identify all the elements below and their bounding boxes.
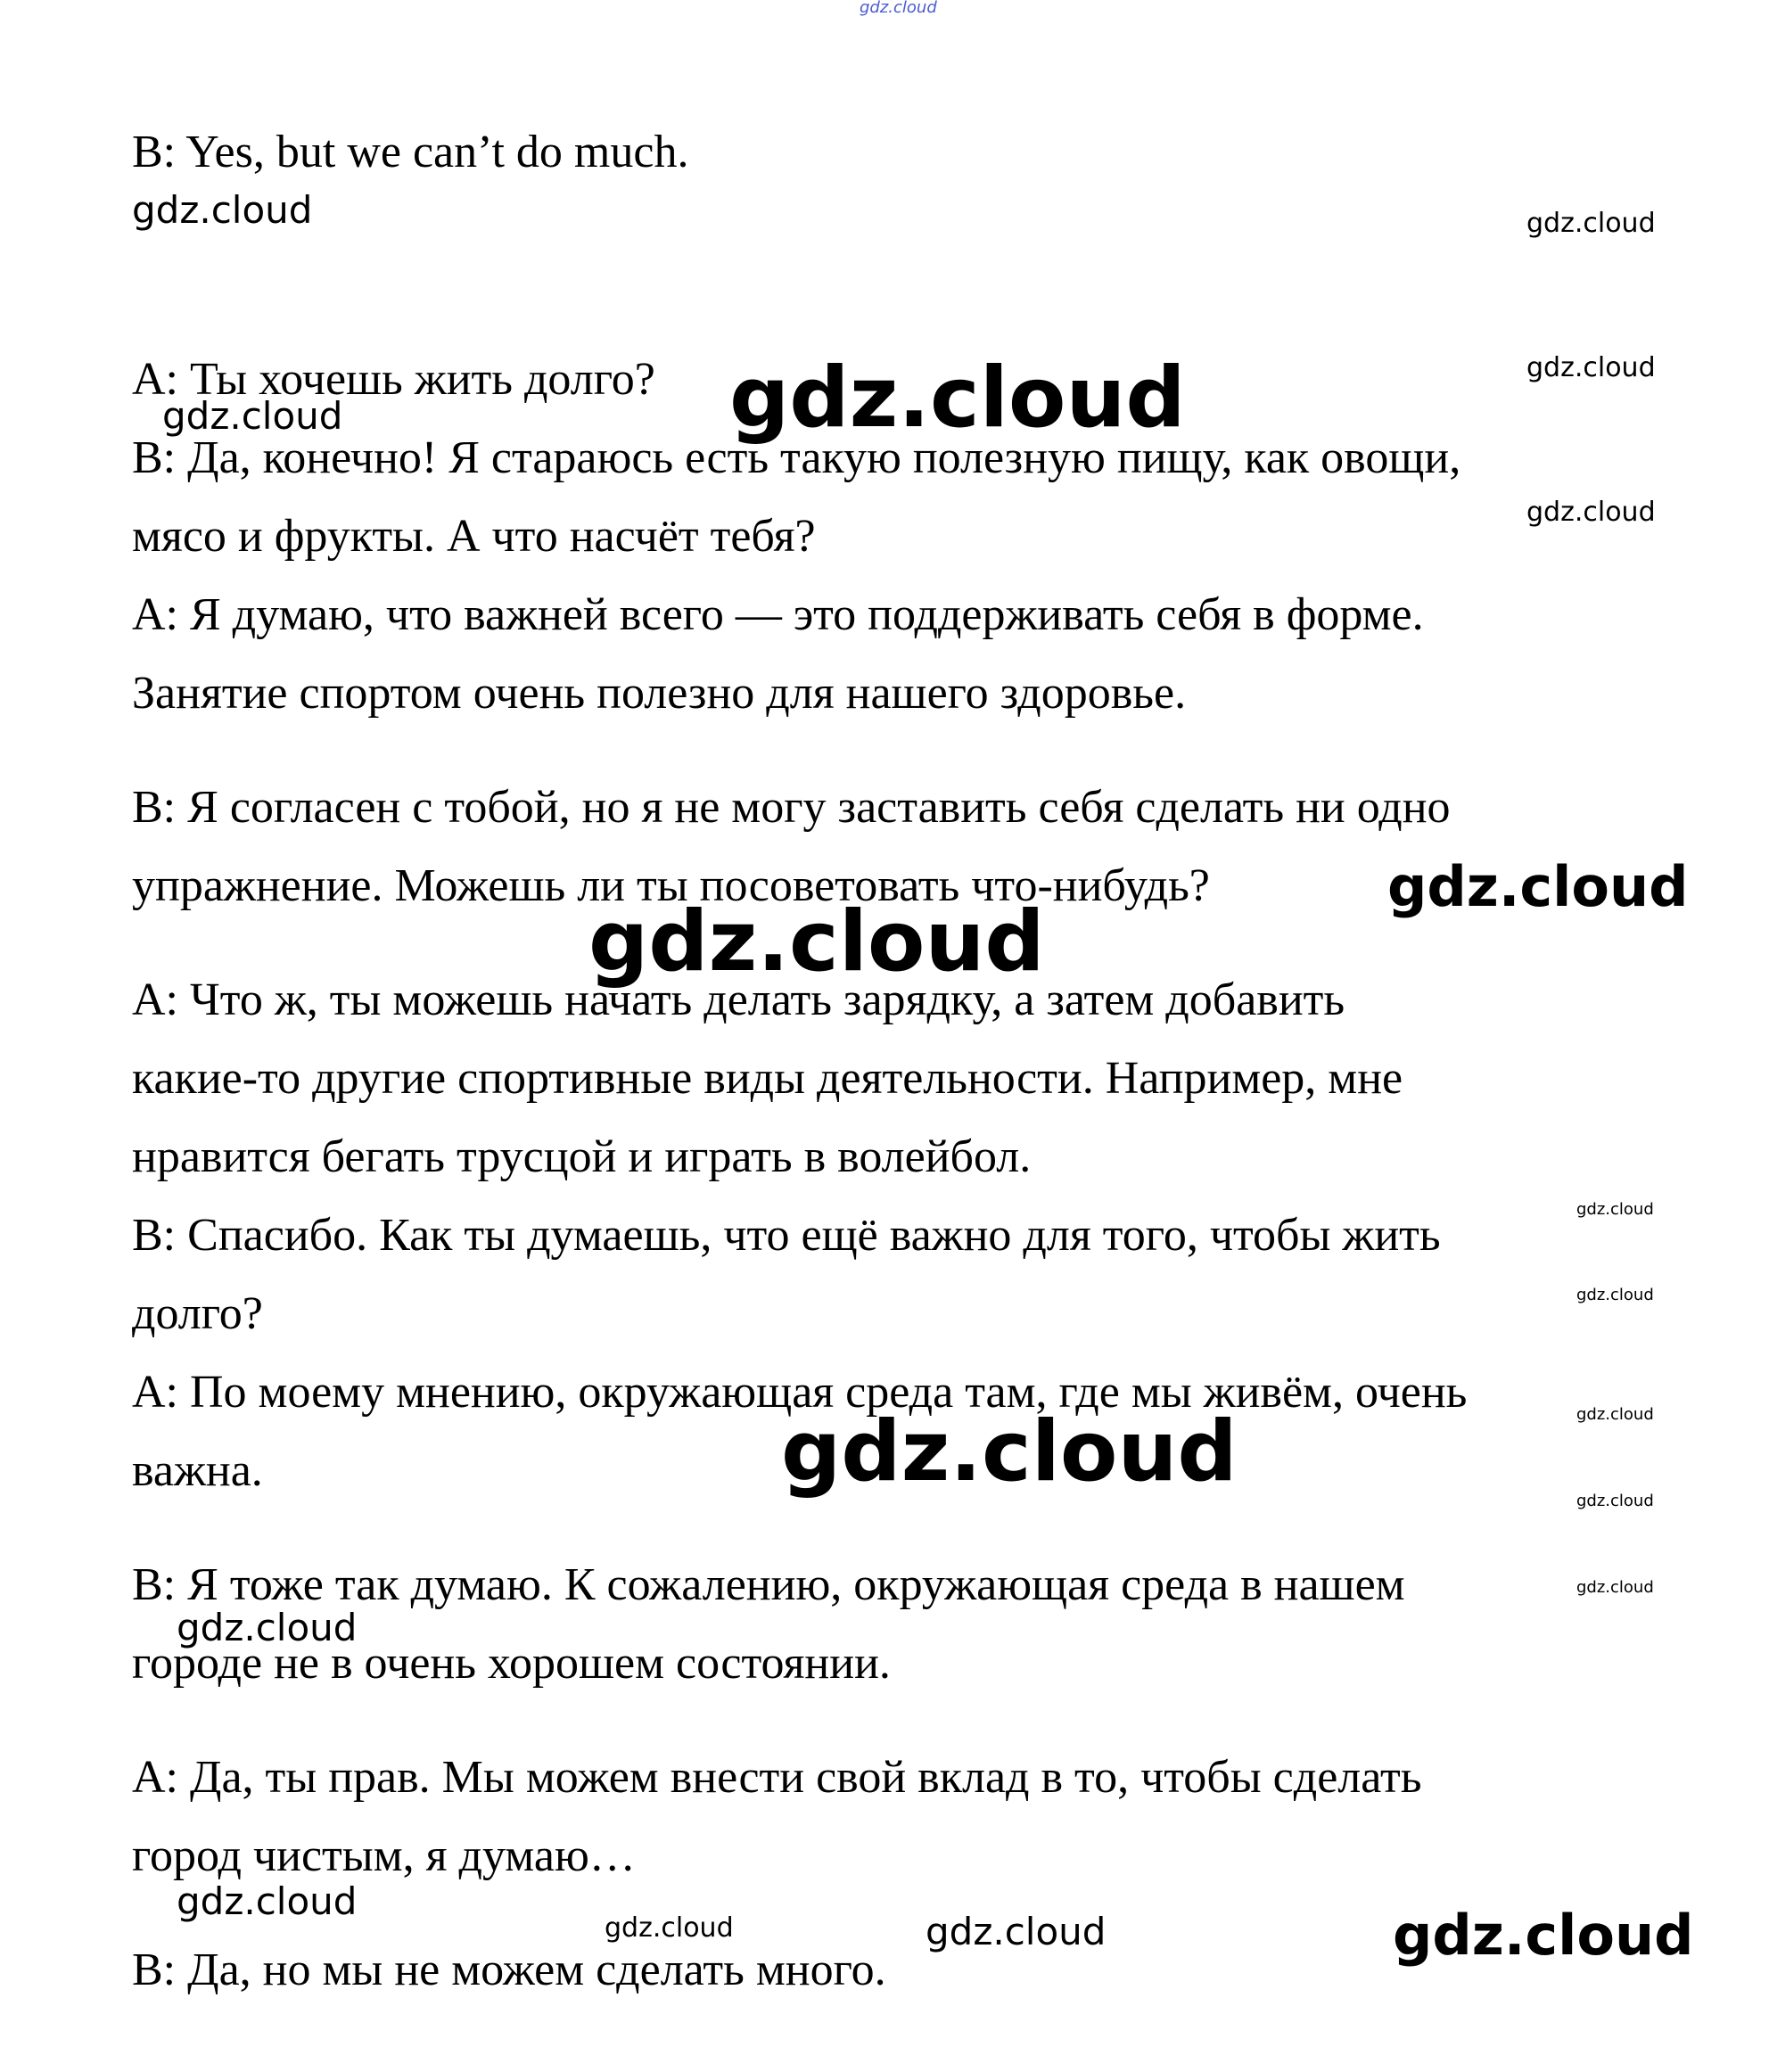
dialogue-line: B: Да, конечно! Я стараюсь есть такую полезную пищу, как овощи,: [132, 432, 1461, 483]
dialogue-line: долго?: [132, 1288, 263, 1339]
watermark: gdz.cloud: [132, 188, 313, 232]
dialogue-line: A: По моему мнению, окружающая среда там, где мы живём, очень: [132, 1367, 1468, 1418]
dialogue-line: A: Я думаю, что важней всего — это поддерживать себя в форме.: [132, 589, 1424, 640]
dialogue-line: мясо и фрукты. А что насчёт тебя?: [132, 511, 816, 562]
dialogue-line: Занятие спортом очень полезно для нашего здоровье.: [132, 668, 1187, 719]
watermark-small: gdz.cloud: [1576, 1578, 1654, 1597]
watermark: gdz.cloud: [1526, 208, 1656, 239]
watermark-small: gdz.cloud: [1576, 1200, 1654, 1219]
watermark: gdz.cloud: [177, 1606, 358, 1649]
watermark-small: gdz.cloud: [1576, 1405, 1654, 1424]
watermark: gdz.cloud: [926, 1910, 1107, 1953]
watermark: gdz.cloud: [1526, 497, 1656, 528]
watermark-large: gdz.cloud: [729, 349, 1186, 447]
watermark-top: gdz.cloud: [860, 0, 937, 17]
watermark-medium: gdz.cloud: [1393, 1903, 1694, 1968]
watermark-small: gdz.cloud: [1576, 1286, 1654, 1304]
dialogue-line: город чистым, я думаю…: [132, 1830, 636, 1881]
dialogue-line: B: Да, но мы не можем сделать много.: [132, 1945, 886, 1995]
dialogue-line: A: Что ж, ты можешь начать делать зарядку, а затем добавить: [132, 974, 1345, 1025]
watermark-small: gdz.cloud: [1576, 1492, 1654, 1510]
watermark: gdz.cloud: [605, 1912, 734, 1944]
watermark: gdz.cloud: [1526, 352, 1656, 383]
watermark: gdz.cloud: [162, 394, 343, 438]
dialogue-line: упражнение. Можешь ли ты посоветовать что-нибудь?: [132, 860, 1210, 911]
dialogue-line: какие-то другие спортивные виды деятельности. Например, мне: [132, 1053, 1403, 1104]
dialogue-line: B: Yes, but we can’t do much.: [132, 127, 689, 177]
dialogue-line: A: Да, ты прав. Мы можем внести свой вклад в то, чтобы сделать: [132, 1752, 1422, 1803]
dialogue-line: B: Я тоже так думаю. К сожалению, окружающая среда в нашем: [132, 1559, 1405, 1610]
dialogue-line: B: Спасибо. Как ты думаешь, что ещё важно для того, чтобы жить: [132, 1210, 1441, 1261]
dialogue-line: городе не в очень хорошем состоянии.: [132, 1638, 891, 1689]
watermark-large: gdz.cloud: [588, 893, 1045, 991]
dialogue-line: важна.: [132, 1445, 263, 1496]
watermark-medium: gdz.cloud: [1387, 854, 1689, 919]
watermark-large: gdz.cloud: [781, 1403, 1238, 1501]
dialogue-line: нравится бегать трусцой и играть в волейбол.: [132, 1131, 1032, 1182]
dialogue-line: B: Я согласен с тобой, но я не могу заставить себя сделать ни одно: [132, 782, 1451, 833]
dialogue-line: A: Ты хочешь жить долго?: [132, 354, 655, 405]
watermark: gdz.cloud: [177, 1879, 358, 1923]
